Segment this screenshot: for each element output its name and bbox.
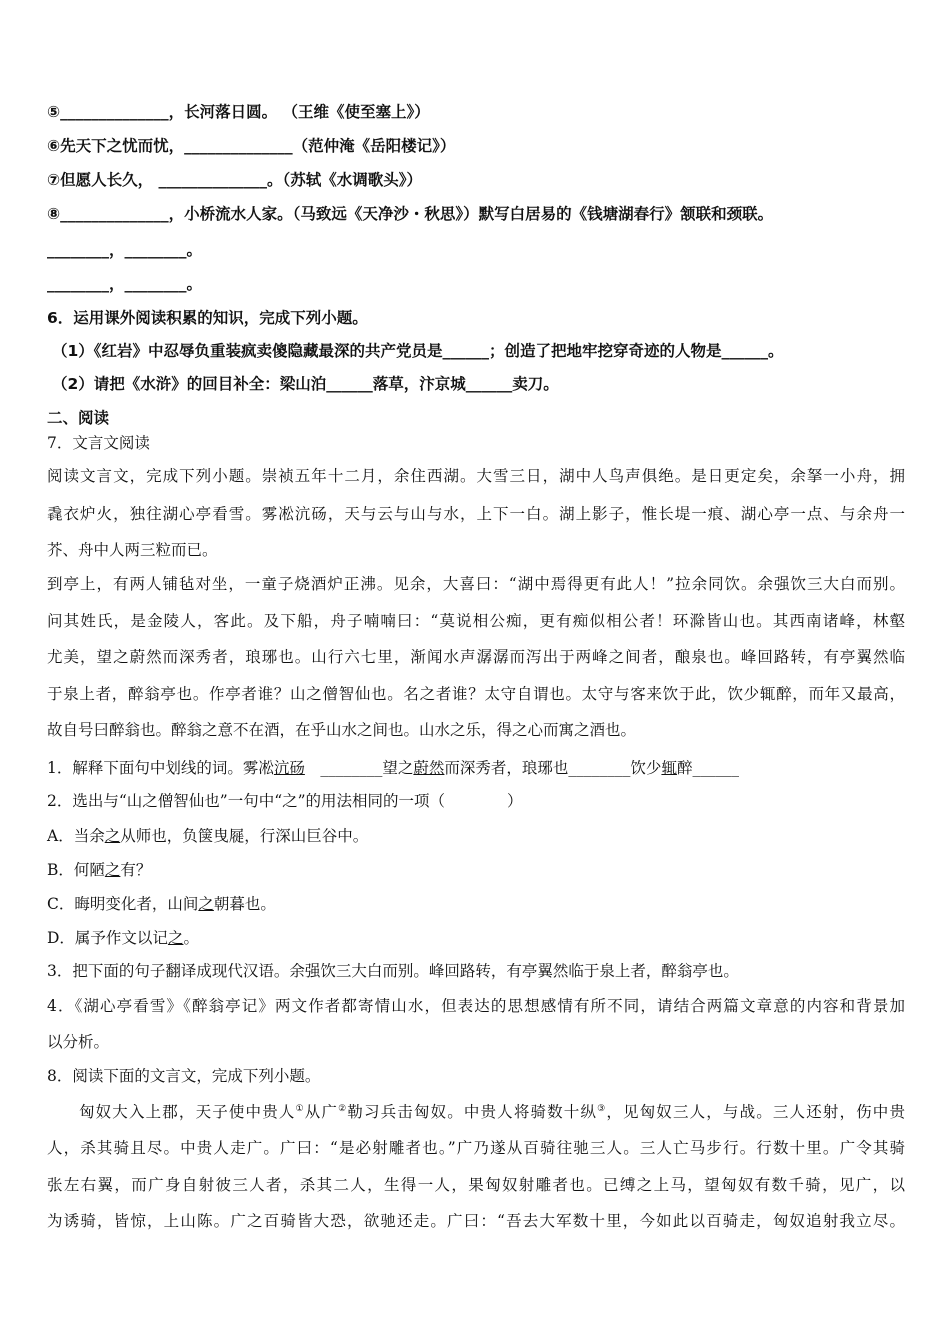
underlined-word: 之 <box>198 895 214 913</box>
passage-line <box>79 1102 905 1122</box>
passage-line: 张左右翼，而广身自射彼三人者，杀其二人，生得一人，果匈奴射雕者也。已缚之上马，望匈奴有数千骑，见广，以 <box>47 1176 905 1194</box>
q5-item-5: ⑤______________，长河落日圆。 （王维《使至塞上》） <box>47 103 430 121</box>
text: D．属予作文以记 <box>47 929 168 947</box>
text: ，见匈奴三人，与战。三人还射，伤中贵 <box>606 1103 905 1121</box>
passage-line: 故自号曰醉翁也。醉翁之意不在酒，在乎山水之间也。山水之乐，得之心而寓之酒也。 <box>47 721 637 739</box>
passage-line: 问其姓氏，是金陵人，客此。及下船，舟子喃喃曰：“莫说相公痴，更有痴似相公者！环滁皆山也。其西南诸峰，林壑 <box>47 612 905 630</box>
underlined-word: 之 <box>104 861 121 879</box>
text: 醉______ <box>676 759 739 777</box>
footnote-mark: ① <box>295 1104 305 1114</box>
footnote-mark: ③ <box>597 1104 607 1114</box>
text: 勒习兵击匈奴。中贵人将骑数十纵 <box>347 1103 598 1121</box>
q5-blank-line: ________，________。 <box>47 275 203 293</box>
q8-title: 8．阅读下面的文言文，完成下列小题。 <box>47 1067 321 1085</box>
q6-part-1: （1）《红岩》中忍辱负重装疯卖傻隐藏最深的共产党员是______；创造了把地牢挖穿奇迹的人物是______。 <box>52 342 784 360</box>
text: 从师也，负箧曳屣，行深山巨谷中。 <box>120 827 369 845</box>
q7-sub-4: 4．《湖心亭看雪》《醉翁亭记》两文作者都寄情山水，但表达的思想感情有所不同，请结合两篇文章意的内容和背景加 <box>47 997 905 1015</box>
passage-line: 芥、舟中人两三粒而已。 <box>47 541 218 559</box>
text: 有？ <box>120 861 152 879</box>
option-d <box>47 928 199 948</box>
text: 。 <box>183 929 199 947</box>
text: 而深秀者，琅琊也________饮少 <box>444 759 662 777</box>
passage-line: 为诱骑，皆惊，上山陈。广之百骑皆大恐，欲驰还走。广曰：“吾去大军数十里，今如此以百骑走，匈奴追射我立尽。 <box>47 1212 905 1230</box>
underlined-word: 之 <box>104 827 121 845</box>
q6-part-2: （2）请把《水浒》的回目补全：梁山泊______落草，汴京城______卖刀。 <box>52 375 559 393</box>
passage-line: 毳衣炉火，独往湖心亭看雪。雾凇沆砀，天与云与山与水，上下一白。湖上影子，惟长堤一痕、湖心亭一点、与余舟一 <box>47 505 905 523</box>
underlined-word: 蔚然 <box>413 759 445 777</box>
q7-sub-1 <box>47 758 739 778</box>
q7-title: 7．文言文阅读 <box>47 434 150 452</box>
text: B．何陋 <box>47 861 105 879</box>
footnote-mark: ② <box>338 1104 348 1114</box>
text: 朝暮也。 <box>213 895 276 913</box>
passage-line: 阅读文言文，完成下列小题。崇祯五年十二月，余住西湖。大雪三日，湖中人鸟声俱绝。是日更定矣，余拏一小舟，拥 <box>47 467 905 485</box>
option-b <box>47 860 151 880</box>
passage-line: 到亭上，有两人铺毡对坐，一童子烧酒炉正沸。见余，大喜曰：“湖中焉得更有此人！”拉余同饮。余强饮三大白而别。 <box>47 575 905 593</box>
option-c <box>47 894 276 914</box>
underlined-word: 沆砀 <box>273 759 305 777</box>
q7-sub-3: 3．把下面的句子翻译成现代汉语。余强饮三大白而别。峰回路转，有亭翼然临于泉上者，醉翁亭也。 <box>47 962 739 980</box>
underlined-word: 之 <box>167 929 184 947</box>
q7-sub-4-cont: 以分析。 <box>47 1033 110 1051</box>
underlined-word: 辄 <box>661 759 677 777</box>
text: 1．解释下面句中划线的词。雾凇 <box>47 759 274 777</box>
text: 从广 <box>304 1103 339 1121</box>
passage-line: 尤美，望之蔚然而深秀者，琅琊也。山行六七里，渐闻水声潺潺而泻出于两峰之间者，酿泉也。峰回路转，有亭翼然临 <box>47 648 905 666</box>
text: A．当余 <box>47 827 105 845</box>
q6-title: 6．运用课外阅读积累的知识，完成下列小题。 <box>47 309 368 327</box>
section-heading: 二、阅读 <box>47 409 110 427</box>
q5-item-7: ⑦但愿人长久， ______________。（苏轼《水调歌头》） <box>47 171 423 189</box>
passage-line: 人，杀其骑且尽。中贵人走广。广曰：“是必射雕者也。”广乃遂从百骑往驰三人。三人亡马步行。行数十里。广令其骑 <box>47 1139 905 1157</box>
text: 匈奴大入上郡，天子使中贵人 <box>79 1103 296 1121</box>
q5-blank-line: ________，________。 <box>47 241 203 259</box>
option-a <box>47 826 368 846</box>
q5-item-8: ⑧______________，小桥流水人家。（马致远《天净沙・秋思》）默写白居易的《钱塘湖春行》颔联和颈联。 <box>47 205 774 223</box>
text: ________望之 <box>304 759 414 777</box>
q7-sub-2: 2．选出与“山之僧智仙也”一句中“之”的用法相同的一项（ ） <box>47 792 523 810</box>
text: C．晦明变化者，山间 <box>47 895 199 913</box>
passage-line: 于泉上者，醉翁亭也。作亭者谁？山之僧智仙也。名之者谁？太守自谓也。太守与客来饮于此，饮少辄醉，而年又最高， <box>47 685 905 703</box>
q5-item-6: ⑥先天下之忧而忧，______________（范仲淹《岳阳楼记》） <box>47 137 456 155</box>
